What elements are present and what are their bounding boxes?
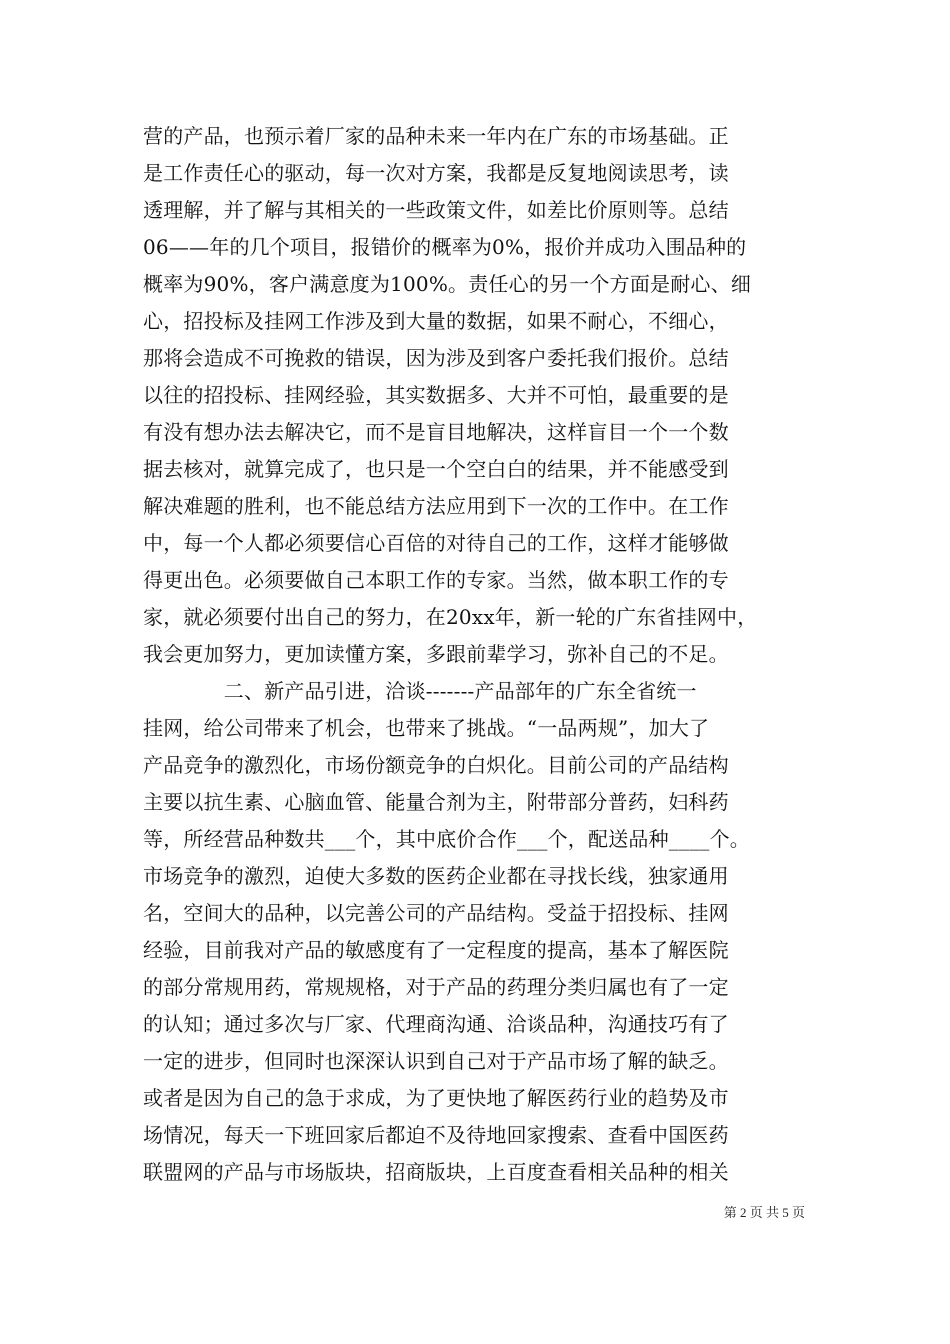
- text-line: 等，所经营品种数共___个，其中底价合作___个，配送品种____个。: [143, 827, 750, 851]
- text-line: 经验，目前我对产品的敏感度有了一定程度的提高，基本了解医院: [143, 938, 729, 962]
- text-line: 或者是因为自己的急于求成，为了更快地了解医药行业的趋势及市: [143, 1086, 729, 1110]
- text-line: 是工作责任心的驱动，每一次对方案，我都是反复地阅读思考，读: [143, 161, 729, 185]
- text-line: 概率为90%，客户满意度为100%。责任心的另一个方面是耐心、细: [143, 272, 752, 296]
- text-line: 我会更加努力，更加读懂方案，多跟前辈学习，弥补自己的不足。: [143, 642, 729, 666]
- text-line: 名，空间大的品种，以完善公司的产品结构。受益于招投标、挂网: [143, 901, 729, 925]
- text-line: 家，就必须要付出自己的努力，在20xx年，新一轮的广东省挂网中，: [143, 605, 758, 629]
- text-line: 得更出色。必须要做自己本职工作的专家。当然，做本职工作的专: [143, 568, 729, 592]
- text-line: 06——年的几个项目，报错价的概率为0%，报价并成功入围品种的: [143, 235, 747, 259]
- text-line: 场情况，每天一下班回家后都迫不及待地回家搜索、查看中国医药: [143, 1123, 729, 1147]
- text-line: 产品竞争的激烈化，市场份额竞争的白炽化。目前公司的产品结构: [143, 753, 729, 777]
- text-line: 的部分常规用药，常规规格，对于产品的药理分类归属也有了一定: [143, 975, 729, 999]
- text-line: 挂网，给公司带来了机会，也带来了挑战。“一品两规”，加大了: [143, 716, 710, 740]
- text-line: 心，招投标及挂网工作涉及到大量的数据，如果不耐心，不细心，: [143, 309, 729, 333]
- text-line: 联盟网的产品与市场版块，招商版块，上百度查看相关品种的相关: [143, 1160, 729, 1184]
- text-line: 营的产品，也预示着厂家的品种未来一年内在广东的市场基础。正: [143, 124, 729, 148]
- text-line: 中，每一个人都必须要信心百倍的对待自己的工作，这样才能够做: [143, 531, 729, 555]
- text-line: 透理解，并了解与其相关的一些政策文件，如差比价原则等。总结: [143, 198, 729, 222]
- text-line: 市场竞争的激烈，迫使大多数的医药企业都在寻找长线，独家通用: [143, 864, 729, 888]
- text-line: 有没有想办法去解决它，而不是盲目地解决，这样盲目一个一个数: [143, 420, 729, 444]
- page-number-footer: 第 2 页 共 5 页: [723, 1205, 805, 1220]
- text-line: 一定的进步，但同时也深深认识到自己对于产品市场了解的缺乏。: [143, 1049, 729, 1073]
- text-line: 以往的招投标、挂网经验，其实数据多、大并不可怕，最重要的是: [143, 383, 729, 407]
- text-line: 解决难题的胜利，也不能总结方法应用到下一次的工作中。在工作: [143, 494, 729, 518]
- section-heading-line: 二、新产品引进，洽谈-------产品部年的广东全省统一: [143, 679, 697, 703]
- text-line: 据去核对，就算完成了，也只是一个空白白的结果，并不能感受到: [143, 457, 729, 481]
- text-line: 的认知；通过多次与厂家、代理商沟通、洽谈品种，沟通技巧有了: [143, 1012, 729, 1036]
- text-line: 那将会造成不可挽救的错误，因为涉及到客户委托我们报价。总结: [143, 346, 729, 370]
- text-line: 主要以抗生素、心脑血管、能量合剂为主，附带部分普药，妇科药: [143, 790, 729, 814]
